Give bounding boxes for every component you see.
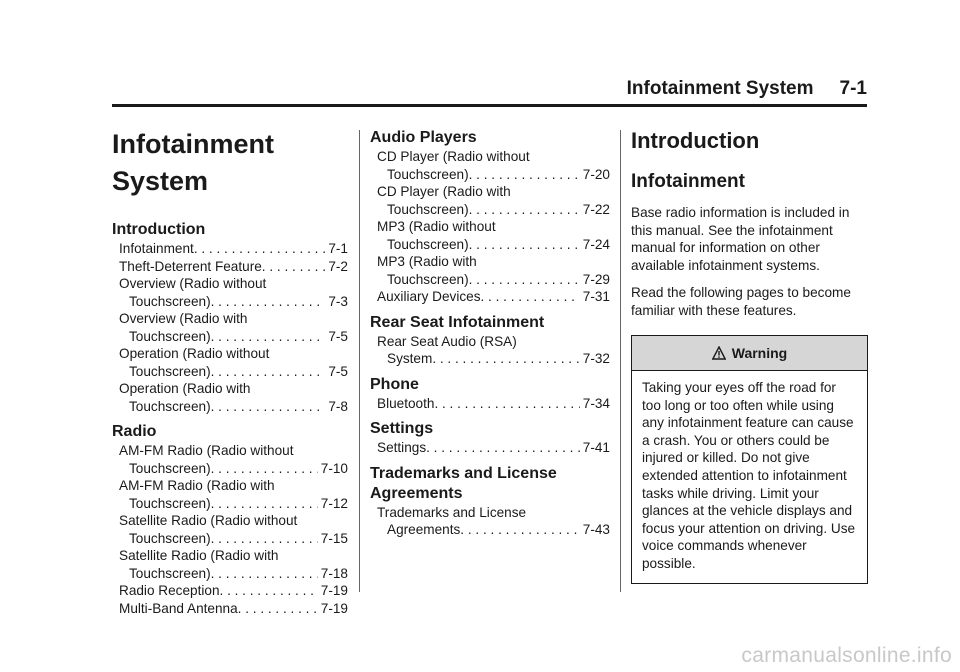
warning-title: Warning [731, 345, 788, 361]
header-rule [112, 104, 867, 107]
toc-entry[interactable] [370, 183, 610, 218]
toc-section [370, 419, 610, 457]
intro-paragraph-2: Read the following pages to become familiar with these features. [631, 285, 851, 318]
toc-leader-dots [211, 363, 326, 381]
toc-entry-text: Touchscreen) [129, 495, 211, 511]
toc-entry-text: MP3 (Radio without [377, 219, 496, 234]
toc-entry[interactable] [370, 148, 610, 183]
toc-entry[interactable] [112, 442, 348, 477]
toc-leader-dots [469, 166, 580, 184]
toc-entry-text: CD Player (Radio with [377, 184, 511, 199]
toc-entry-page: 7-31 [582, 289, 610, 304]
toc-entry-page: 7-18 [320, 565, 348, 581]
toc-entry[interactable] [370, 395, 610, 413]
toc-entry[interactable] [112, 275, 348, 310]
toc-entry[interactable] [112, 310, 348, 345]
toc-entry-text: Touchscreen) [129, 530, 211, 546]
toc-entry-page: 7-8 [328, 398, 348, 414]
toc-leader-dots [469, 236, 580, 254]
toc-leader-dots [211, 565, 318, 583]
toc-entry-text: Touchscreen) [129, 293, 211, 309]
toc-section-heading: Phone [370, 375, 419, 393]
toc-entry-text: Touchscreen) [387, 201, 469, 217]
toc-section-heading: Radio [112, 423, 157, 440]
toc-entry-text: System [387, 351, 433, 366]
toc-entry-text: Operation (Radio with [119, 381, 251, 396]
chapter-title: Infotainment System [112, 129, 274, 196]
toc-entry-page: 7-3 [328, 293, 348, 309]
toc-entry-text: Touchscreen) [387, 166, 469, 182]
toc-entry[interactable] [112, 258, 348, 276]
toc-leader-dots [211, 328, 326, 346]
toc-section-heading: Rear Seat Infotainment [370, 313, 545, 331]
toc-entry-text: Touchscreen) [387, 236, 469, 252]
toc-entry-page: 7-19 [320, 600, 348, 616]
toc-entry-text: Overview (Radio without [119, 276, 267, 291]
toc-section-heading: Trademarks and License Agreements [370, 464, 557, 502]
toc-leader-dots [469, 201, 580, 219]
toc-entry-text: Settings [377, 440, 427, 455]
toc-column-2 [370, 128, 610, 546]
toc-section [370, 464, 610, 539]
toc-entry-text: Touchscreen) [129, 363, 211, 379]
toc-entry-text: Touchscreen) [129, 328, 211, 344]
toc-entry[interactable] [112, 600, 348, 618]
toc-entry[interactable] [112, 512, 348, 547]
toc-entry-page: 7-20 [582, 166, 610, 182]
toc-leader-dots [211, 293, 326, 311]
warning-box [631, 335, 868, 584]
toc-entry-text: Overview (Radio with [119, 311, 248, 326]
toc-entry[interactable] [112, 547, 348, 582]
toc-entry-text: Multi-Band Antenna [119, 600, 238, 616]
toc-leader-dots [211, 495, 318, 513]
toc-entry-text: Bluetooth [377, 395, 435, 411]
toc-section [370, 375, 610, 413]
toc-entry-text: Agreements [387, 522, 461, 537]
toc-entry-text: Touchscreen) [129, 398, 211, 414]
toc-leader-dots [211, 460, 318, 478]
toc-section [370, 128, 610, 306]
toc-entry[interactable] [370, 333, 610, 368]
toc-entry-page: 7-41 [582, 440, 610, 455]
warning-triangle-icon [712, 346, 726, 360]
toc-entry-page: 7-34 [582, 395, 610, 411]
toc-leader-dots [460, 521, 579, 539]
toc-entry-page: 7-24 [582, 236, 610, 252]
toc-entry[interactable] [370, 218, 610, 253]
toc-entry-text: Theft-Deterrent Feature [119, 258, 262, 274]
toc-entry[interactable] [370, 504, 610, 539]
toc-entry-text: Auxiliary Devices [377, 289, 481, 304]
toc-entry-page: 7-12 [320, 495, 348, 511]
toc-entry-text: Radio Reception [119, 583, 220, 598]
toc-entry[interactable] [112, 582, 348, 600]
toc-leader-dots [432, 350, 579, 368]
column-divider-2 [620, 130, 621, 592]
toc-entry-text: Touchscreen) [129, 565, 211, 581]
toc-entry-page: 7-19 [320, 583, 348, 598]
toc-leader-dots [211, 530, 318, 548]
toc-leader-dots [469, 271, 580, 289]
column-divider-1 [359, 130, 360, 592]
toc-entry-page: 7-5 [328, 363, 348, 379]
toc-leader-dots [481, 288, 580, 306]
toc-entry-text: Operation (Radio without [119, 346, 270, 361]
toc-entry-page: 7-43 [582, 522, 610, 537]
toc-entry-page: 7-22 [582, 201, 610, 217]
warning-body: Taking your eyes off the road for too long or too often while using any infotainment feature can cause a crash. You or others could be injured or killed. Do not give extended attention to infotainment tasks while driving. Limit your glances at the vehicle displays and focus your attention on driving. Use voice commands whenever possible. [642, 380, 856, 571]
toc-entry-text: Infotainment [119, 241, 194, 256]
toc-entry-page: 7-5 [328, 328, 348, 344]
toc-entry-text: AM-FM Radio (Radio without [119, 443, 294, 458]
toc-entry-page: 7-29 [582, 271, 610, 287]
intro-paragraph-1: Base radio information is included in this manual. See the infotainment manual for information on other available infotainment systems. [631, 205, 850, 273]
toc-section-heading: Introduction [112, 221, 206, 238]
toc-column-1 [112, 126, 348, 624]
toc-leader-dots [434, 395, 579, 413]
page-header [112, 78, 867, 100]
toc-section [112, 220, 348, 415]
watermark: carmanualsonline.info [741, 644, 952, 667]
toc-section [370, 313, 610, 368]
toc-entry-page: 7-1 [328, 241, 348, 256]
toc-entry-text: Touchscreen) [129, 460, 211, 476]
toc-section-heading: Audio Players [370, 129, 477, 146]
toc-entry-text: Trademarks and License [377, 504, 527, 520]
intro-title: Introduction [631, 128, 760, 153]
toc-leader-dots [211, 398, 326, 416]
toc-entry-page: 7-15 [320, 530, 348, 546]
toc-entry-text: MP3 (Radio with [377, 254, 477, 269]
toc-entry-text: CD Player (Radio without [377, 149, 530, 164]
intro-column [631, 128, 868, 584]
toc-entry-text: Rear Seat Audio (RSA) [377, 333, 517, 349]
toc-entry[interactable] [112, 240, 348, 258]
toc-leader-dots [262, 258, 326, 276]
toc-section-heading: Settings [370, 420, 434, 437]
toc-entry[interactable] [112, 380, 348, 415]
toc-entry-text: Satellite Radio (Radio without [119, 513, 298, 528]
header-section-title: Infotainment System [626, 78, 814, 99]
toc-entry-page: 7-32 [582, 351, 610, 366]
toc-entry[interactable] [112, 345, 348, 380]
toc-entry[interactable] [370, 288, 610, 306]
toc-leader-dots [426, 439, 580, 457]
toc-section [112, 422, 348, 617]
toc-entry-text: Satellite Radio (Radio with [119, 548, 279, 563]
intro-subtitle: Infotainment [631, 171, 745, 192]
toc-leader-dots [220, 582, 318, 600]
header-page-number: 7-1 [839, 78, 867, 99]
toc-leader-dots [238, 600, 318, 618]
toc-entry[interactable] [112, 477, 348, 512]
toc-entry-text: AM-FM Radio (Radio with [119, 478, 275, 493]
toc-leader-dots [194, 240, 326, 258]
warning-header [632, 336, 867, 371]
toc-entry-page: 7-10 [320, 460, 348, 476]
toc-entry[interactable] [370, 439, 610, 457]
toc-entry-page: 7-2 [328, 258, 348, 274]
toc-entry[interactable] [370, 253, 610, 288]
toc-entry-text: Touchscreen) [387, 271, 469, 287]
